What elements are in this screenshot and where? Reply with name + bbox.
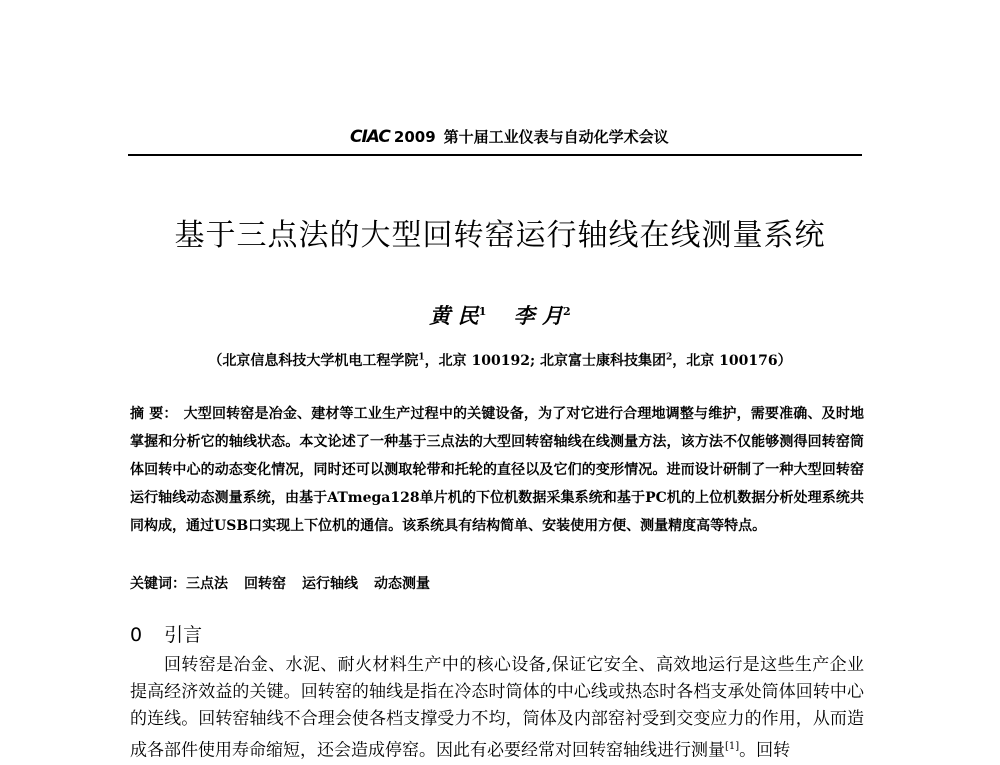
body-paragraph-text: 回转窑是冶金、水泥、耐火材料生产中的核心设备,保证它安全、高效地运行是这些生产企业提高经济效益的关键。回转窑的轴线是指在冷态时筒体的中心线或热态时各档支承处筒体回转中心的连线。回转窑轴线不合理会使各档支撑受力不均，筒体及内部窑衬受到交变应力的作用，从而造成各部件使用寿命缩短，还会造成停窑。因此有必要经常对回转窑轴线进行测量 [130, 655, 864, 761]
body-text [130, 652, 864, 765]
conference-header [128, 120, 862, 156]
paper-title: 基于三点法的大型回转窑运行轴线在线测量系统 [174, 218, 826, 253]
body-paragraph-tail: 。回转 [739, 740, 791, 761]
author-2 [514, 303, 571, 328]
conference-line [350, 126, 669, 147]
keywords-label: 关键词： [130, 576, 186, 592]
affiliation-sup-2: 2 [666, 352, 673, 363]
affiliation-end: ，北京 100176） [672, 353, 792, 369]
section-number: 0 [130, 624, 143, 646]
author-2-name: 李 月 [513, 303, 563, 328]
affiliation-open: （北京信息科技大学机电工程学院 [208, 353, 419, 369]
author-line [0, 300, 1000, 330]
keyword-item: 回转窑 [244, 576, 286, 592]
ciac-logo: CIAC [350, 127, 390, 147]
citation-ref[interactable]: [1] [725, 741, 740, 752]
author-1-sup: 1 [478, 305, 487, 318]
keywords-block [130, 572, 864, 596]
affiliation-line [0, 350, 1000, 370]
abstract-text: 大型回转窑是冶金、建材等工业生产过程中的关键设备，为了对它进行合理地调整与维护，需要准确、及时地掌握和分析它的轴线状态。本文论述了一种基于三点法的大型回转窑轴线在线测量方法，该方法不仅能够测得回转窑筒体回转中心的动态变化情况，同时还可以测取轮带和托轮的直径以及它们的变形情况。进而设计研制了一种大型回转窑运行轴线动态测量系统，由基于ATmega128单片机的下位机数据采集系统和基于PC机的上位机数据分析处理系统共同构成，通过USB口实现上下位机的通信。该系统具有结构简单、安装使用方便、测量精度高等特点。 [130, 406, 865, 534]
author-2-sup: 2 [562, 305, 571, 318]
affiliation-sup-1: 1 [418, 352, 425, 363]
author-1-name: 黄 民 [429, 303, 479, 328]
keyword-item: 运行轴线 [302, 576, 358, 592]
conference-name: 第十届工业仪表与自动化学术会议 [443, 128, 669, 146]
conference-year: 2009 [393, 128, 436, 146]
keyword-item: 动态测量 [374, 576, 430, 592]
abstract-block [130, 400, 864, 540]
abstract-label: 摘 要： [130, 406, 178, 422]
section-heading [130, 620, 202, 647]
abstract-paragraph [130, 400, 864, 540]
body-paragraph [130, 652, 864, 765]
keyword-item: 三点法 [186, 576, 228, 592]
author-1 [429, 303, 486, 328]
affiliation-mid: ，北京 100192; 北京富士康科技集团 [424, 353, 667, 369]
section-title: 引言 [164, 624, 203, 646]
